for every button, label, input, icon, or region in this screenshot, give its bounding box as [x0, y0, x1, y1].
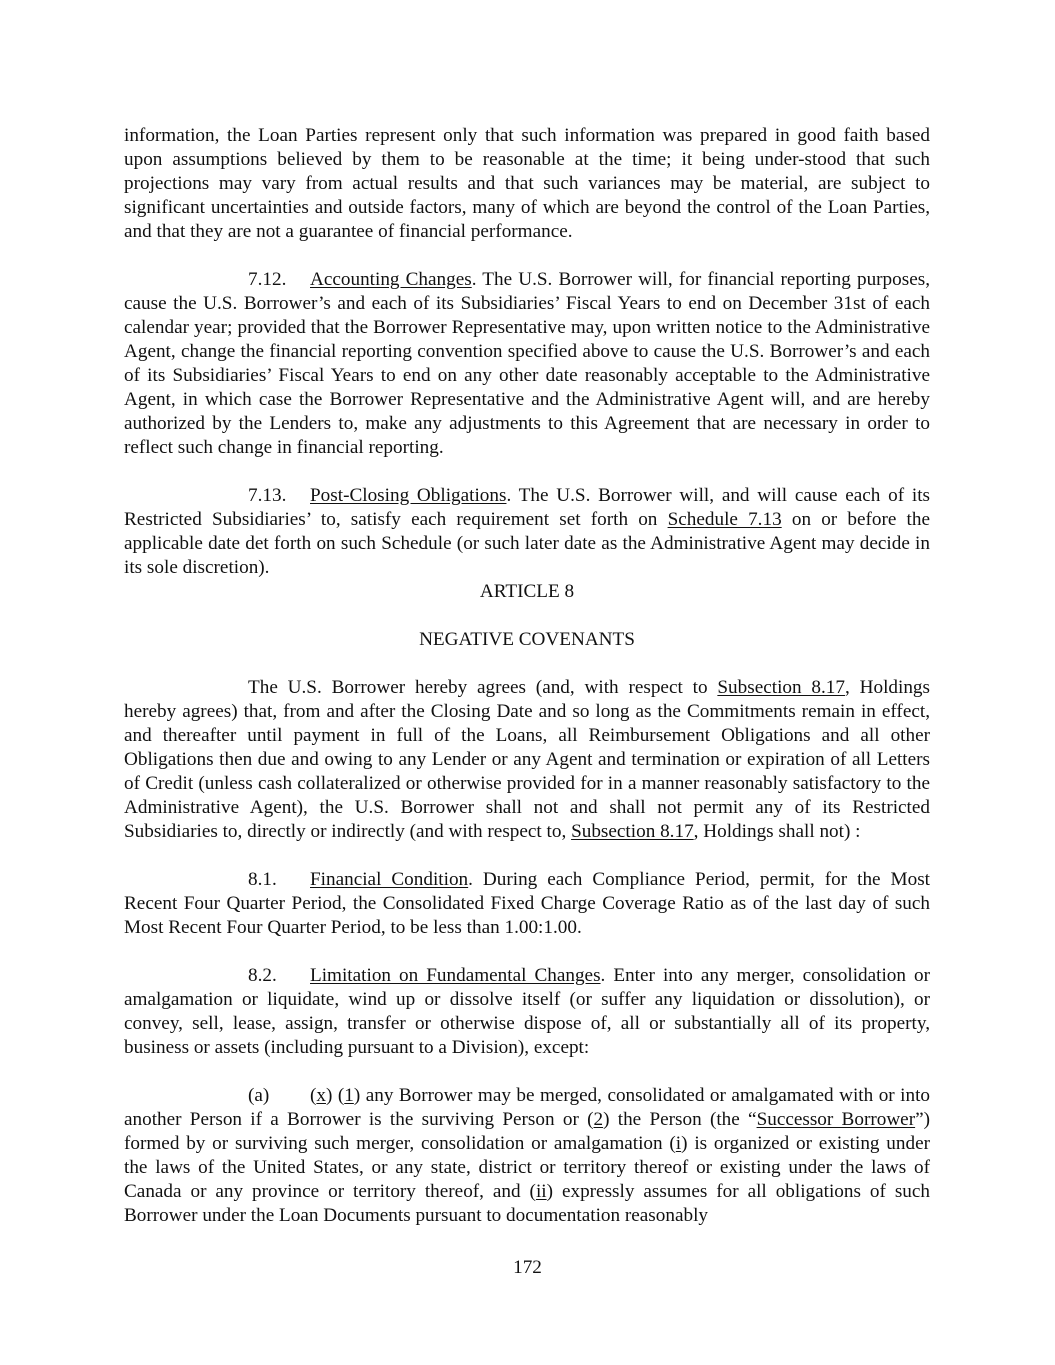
subclause-marker: ii [535, 1181, 547, 1202]
defined-term: Successor Borrower [756, 1109, 916, 1130]
section-heading: Accounting Changes [310, 269, 472, 290]
section-8-2 [124, 964, 930, 1060]
section-body: on or before the applicable date det forth on such Schedule (or such later date as the Administrative Agent may decide in its sole discretion). [124, 509, 930, 578]
clause-text: ) is organized or existing under the laws of the United States, or any state, district or territory thereof or existing under the laws of Canada or any province or territory thereof, and ( [124, 1133, 930, 1202]
subclause-marker: 1 [344, 1085, 354, 1106]
schedule-reference: Schedule 7.13 [667, 509, 782, 530]
clause-text: ( [310, 1085, 317, 1106]
section-number: 8.2. [248, 965, 277, 986]
preamble-text: , Holdings shall not) : [693, 821, 861, 842]
section-number: 7.12. [248, 269, 287, 290]
subclause-marker: 2 [593, 1109, 604, 1130]
section-heading: Limitation on Fundamental Changes [310, 965, 601, 986]
intro-paragraph: information, the Loan Parties represent only that such information was prepared in good faith based upon assumptions believed by them to be reasonable at the time; it being under-stood that such projections may vary from actual results and that such variances may be material, are subject to significant uncertainties and outside factors, many of which are beyond the control of the Loan Parties, and that they are not a guarantee of financial performance. [124, 125, 930, 242]
clause-label: (a) [248, 1085, 270, 1106]
preamble-text: , Holdings hereby agrees) that, from and after the Closing Date and so long as the Commitments remain in effect, and thereafter until payment in full of the Loans, all Reimbursement Obligations and all other Obligations then due and owing to any Lender or any Agent and termination or expiration of all Letters of Credit (unless cash collateralized or otherwise provided for in a manner reasonably satisfactory to the Administrative Agent), the U.S. Borrower shall not and shall not permit any of its Restricted Subsidiaries to, directly or indirectly (and with respect to, [124, 677, 930, 842]
page-number: 172 [513, 1257, 542, 1278]
section-body: . Enter into any merger, consolidation or amalgamation or liquidate, wind up or dissolve itself (or suffer any liquidation or dissolution), or convey, sell, lease, assign, transfer or otherwise dispose of, all or substantially all of its property, business or assets (including pursuant to a Division), except: [124, 965, 930, 1058]
subsection-reference: Subsection 8.17 [571, 821, 694, 842]
clause-text: ) the Person (the “ [603, 1109, 757, 1130]
clause-text: ”) formed by or surviving such merger, consolidation or amalgamation ( [124, 1109, 930, 1154]
article-subtitle: NEGATIVE COVENANTS [419, 629, 635, 650]
clause-text: ) any Borrower may be merged, consolidated or amalgamated with or into another Person if a Borrower is the surviving Person or ( [124, 1085, 931, 1130]
section-number: 7.13. [248, 485, 287, 506]
subsection-reference: Subsection 8.17 [717, 677, 845, 698]
section-body: . During each Compliance Period, permit, for the Most Recent Four Quarter Period, the Consolidated Fixed Charge Coverage Ratio as of the last day of such Most Recent Four Quarter Period, to be less than 1.00:1.00. [124, 869, 930, 938]
section-heading: Financial Condition [310, 869, 469, 890]
clause-text: ) expressly assumes for all obligations of such Borrower under the Loan Documents pursuant to documentation reasonably [124, 1181, 931, 1226]
clause-a [124, 1084, 930, 1228]
preamble-text: The U.S. Borrower hereby agrees (and, with respect to [248, 677, 718, 698]
section-body: . The U.S. Borrower will, and will cause each of its Restricted Subsidiaries’ to, satisfy each requirement set forth on [124, 485, 931, 530]
subclause-marker: i [675, 1133, 682, 1154]
article-title: ARTICLE 8 [479, 581, 575, 602]
clause-text: ) ( [325, 1085, 345, 1106]
section-7-12 [124, 268, 930, 460]
section-7-13 [124, 484, 930, 580]
subclause-marker: x [316, 1085, 326, 1106]
document-page [124, 124, 930, 1228]
section-number: 8.1. [248, 869, 277, 890]
section-8-1 [124, 868, 930, 940]
article-preamble [124, 676, 930, 844]
section-heading: Post-Closing Obligations [310, 485, 507, 506]
section-body: . The U.S. Borrower will, for financial reporting purposes, cause the U.S. Borrower’s and each of its Subsidiaries’ Fiscal Years to end on December 31st of each calendar year; provided that the Borrower Representative may, upon written notice to the Administrative Agent, change the financial reporting convention specified above to cause the U.S. Borrower’s and each of its Subsidiaries’ Fiscal Years to end on any other date reasonably acceptable to the Administrative Agent, in which case the Borrower Representative and the Administrative Agent will, and are hereby authorized by the Lenders to, make any adjustments to this Agreement that are necessary in order to reflect such change in financial reporting. [124, 269, 930, 458]
